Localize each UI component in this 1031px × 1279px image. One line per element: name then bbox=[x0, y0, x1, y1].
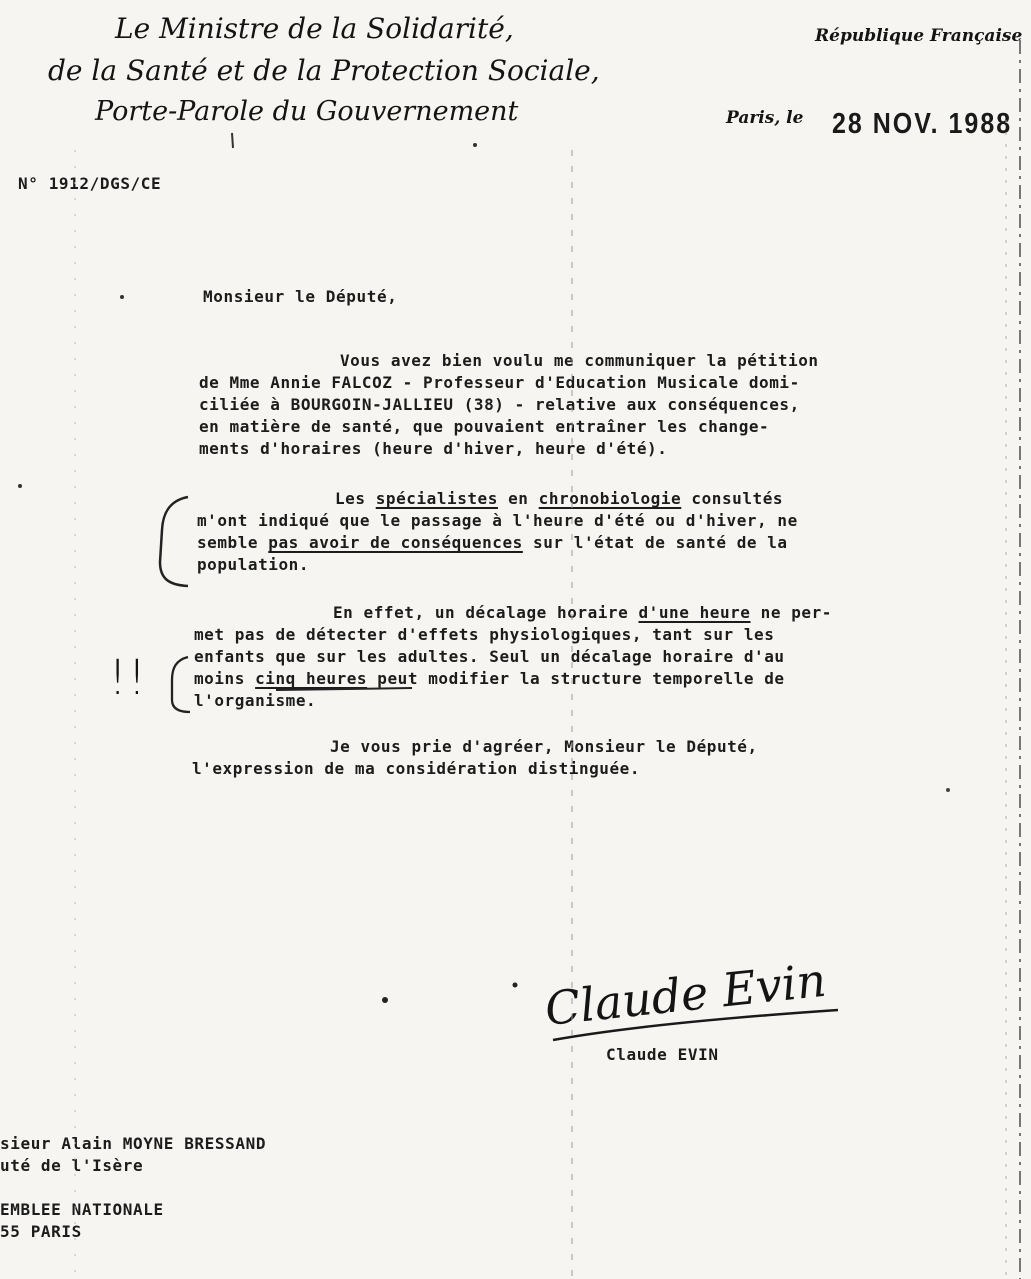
underlined-une-heure: d'une heure bbox=[638, 603, 751, 622]
closing-line-1: Je vous prie d'agréer, Monsieur le Député, bbox=[330, 737, 758, 756]
text-span: peut modifier la structure temporelle de bbox=[367, 669, 785, 688]
reference-number: N° 1912/DGS/CE bbox=[18, 174, 162, 193]
speck bbox=[120, 295, 124, 299]
text-span: sur l'état de santé de la bbox=[522, 533, 788, 552]
letter-date: 28 NOV. 1988 bbox=[832, 107, 1013, 141]
speck bbox=[946, 788, 950, 792]
paragraph-1-line-5: ments d'horaires (heure d'hiver, heure d'été). bbox=[199, 439, 668, 458]
underlined-pas-avoir: pas avoir de conséquences bbox=[268, 533, 523, 552]
paragraph-3-line-3: enfants que sur les adultes. Seul un décalage horaire d'au bbox=[194, 647, 785, 666]
text-span: moins bbox=[194, 669, 256, 688]
recipient-line-2: uté de l'Isère bbox=[0, 1156, 144, 1175]
ministry-line-3: Porte-Parole du Gouvernement bbox=[95, 96, 519, 127]
republic-heading: République Française bbox=[815, 26, 1023, 46]
paragraph-2-line-4: population. bbox=[197, 555, 310, 574]
handwritten-signature: Claude Evin bbox=[542, 952, 829, 1036]
speck bbox=[473, 143, 477, 147]
text-span: consultés bbox=[681, 489, 784, 508]
text-span: En effet, un décalage horaire bbox=[333, 603, 639, 622]
paragraph-1-line-1: Vous avez bien voulu me communiquer la pétition bbox=[340, 351, 819, 370]
ministry-line-2: de la Santé et de la Protection Sociale, bbox=[48, 54, 600, 87]
speck bbox=[18, 484, 22, 488]
text-span: semble bbox=[197, 533, 269, 552]
exclamation-annotation: !! bbox=[108, 650, 147, 706]
underlined-specialistes: spécialistes bbox=[375, 489, 498, 508]
place-label: Paris, le bbox=[726, 108, 804, 128]
paragraph-2-line-3 bbox=[197, 534, 788, 552]
paragraph-2-line-1 bbox=[335, 490, 783, 508]
closing-line-2: l'expression de ma considération distinguée. bbox=[192, 759, 641, 778]
paragraph-3-line-5: l'organisme. bbox=[194, 691, 317, 710]
salutation: Monsieur le Député, bbox=[203, 287, 398, 306]
paragraph-1-line-2: de Mme Annie FALCOZ - Professeur d'Education Musicale domi- bbox=[199, 373, 800, 392]
underlined-cinq-heures: cinq heures bbox=[255, 669, 368, 688]
paragraph-3-line-4 bbox=[194, 670, 785, 688]
ministry-line-1: Le Ministre de la Solidarité, bbox=[115, 12, 514, 45]
paragraph-2-line-2: m'ont indiqué que le passage à l'heure d'été ou d'hiver, ne bbox=[197, 511, 798, 530]
recipient-line-3: EMBLEE NATIONALE bbox=[0, 1200, 164, 1219]
bracket-paragraph-2 bbox=[160, 497, 188, 586]
underline-stroke bbox=[276, 688, 412, 690]
text-span: en bbox=[497, 489, 539, 508]
paragraph-3-line-2: met pas de détecter d'effets physiologiques, tant sur les bbox=[194, 625, 775, 644]
speck bbox=[382, 997, 388, 1003]
text-span: Les bbox=[335, 489, 376, 508]
recipient-line-4: 55 PARIS bbox=[0, 1222, 82, 1241]
paragraph-3-line-1 bbox=[333, 604, 832, 622]
paragraph-1-line-4: en matière de santé, que pouvaient entraîner les change- bbox=[199, 417, 770, 436]
pen-tick bbox=[232, 133, 233, 148]
text-span: ne per- bbox=[750, 603, 832, 622]
paragraph-1-line-3: ciliée à BOURGOIN-JALLIEU (38) - relative aux conséquences, bbox=[199, 395, 800, 414]
recipient-line-1: sieur Alain MOYNE BRESSAND bbox=[0, 1134, 267, 1153]
bracket-paragraph-3 bbox=[172, 657, 190, 712]
underlined-chronobiologie: chronobiologie bbox=[538, 489, 682, 508]
signatory-name: Claude EVIN bbox=[606, 1045, 719, 1064]
speck bbox=[513, 983, 518, 988]
